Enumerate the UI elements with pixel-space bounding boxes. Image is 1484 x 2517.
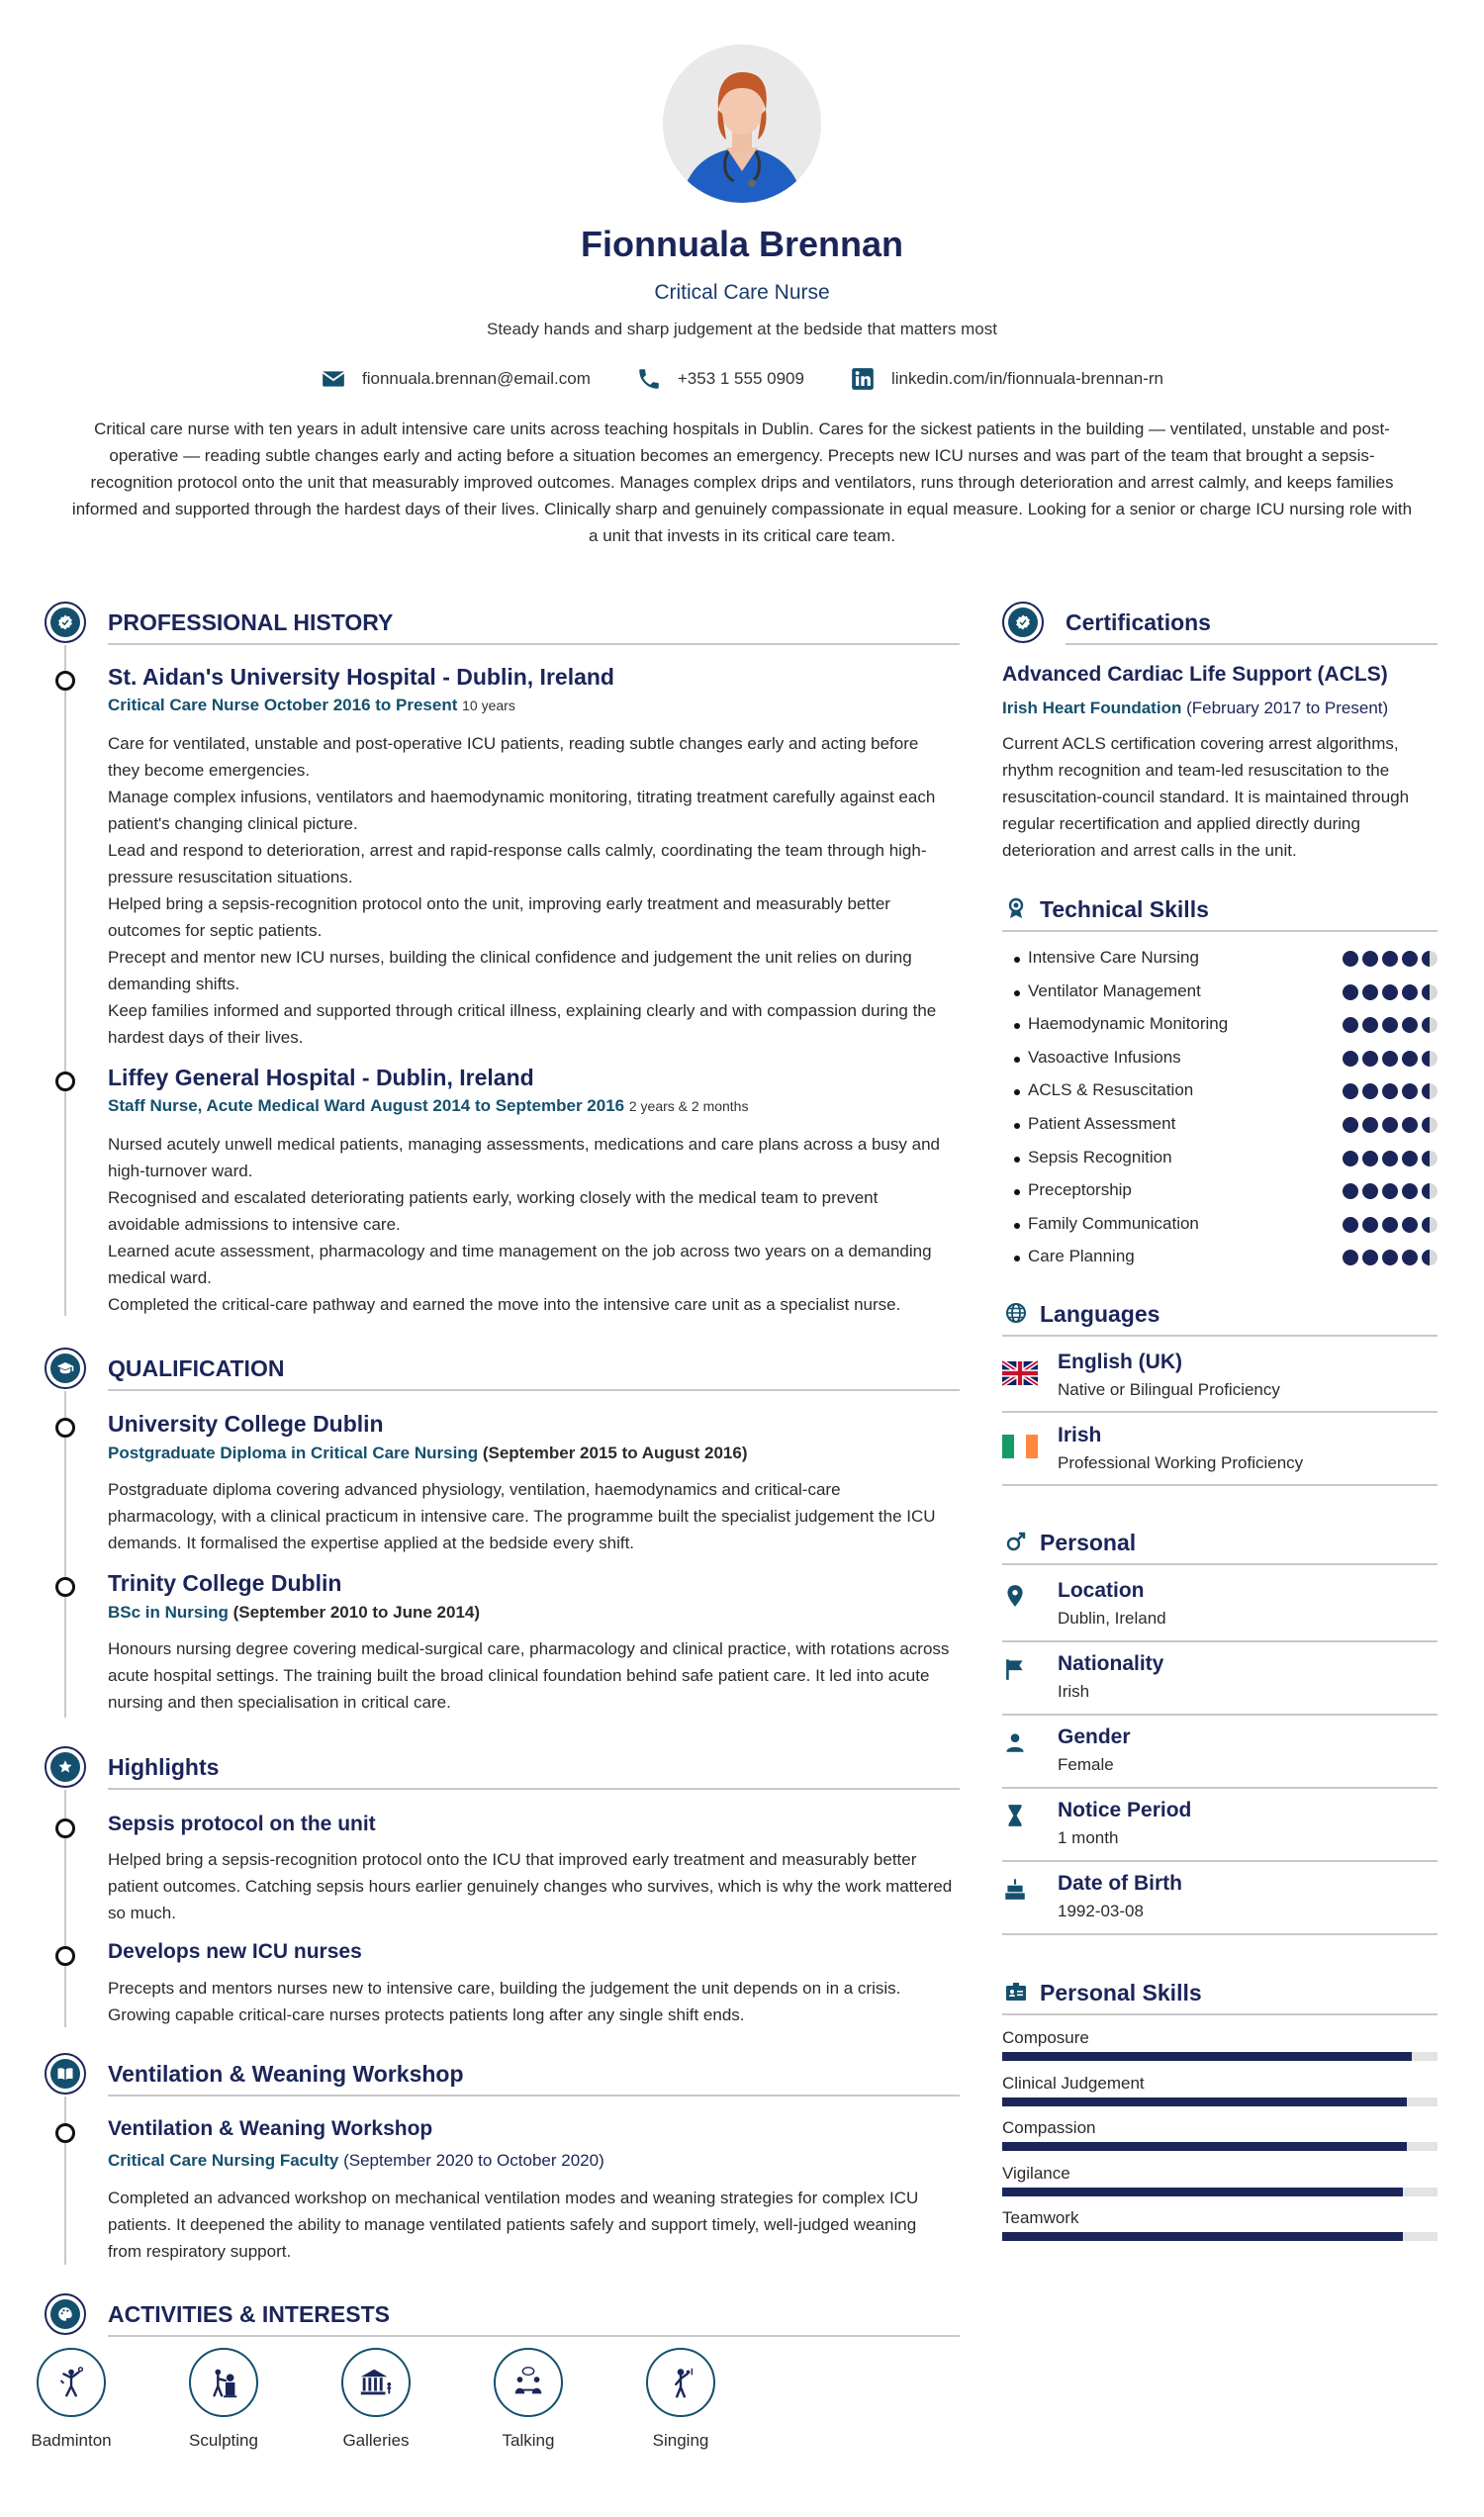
highlight-title: Sepsis protocol on the unit [108, 1813, 376, 1835]
languages-icon [1002, 1299, 1030, 1327]
bullet [1014, 1189, 1020, 1195]
personal-skills-icon [1002, 1978, 1030, 2005]
skill-bar-track [1002, 2232, 1438, 2241]
technical-skill-item [1014, 1214, 1439, 1238]
personal-label: Location [1058, 1579, 1145, 1602]
personal-value: 1 month [1058, 1828, 1119, 1847]
badge-check-icon [1014, 613, 1032, 631]
rating-dot [1422, 1217, 1438, 1233]
technical-skills-section-header [1002, 890, 1438, 932]
languages-title: Languages [1040, 1301, 1160, 1327]
workshop-title: Ventilation & Weaning Workshop [108, 2061, 464, 2087]
bullet [1014, 957, 1020, 963]
skill-bar-track [1002, 2098, 1438, 2106]
technical-skill-item [1014, 948, 1439, 972]
rating-dot [1343, 984, 1358, 1000]
skill-rating [1343, 1183, 1438, 1199]
history-section-icon [45, 602, 86, 643]
flag-icon [1002, 1656, 1028, 1682]
rating-dot [1422, 1017, 1438, 1033]
rating-dot [1362, 1083, 1378, 1099]
certification-name: Advanced Cardiac Life Support (ACLS) [1002, 663, 1388, 686]
interest-label: Galleries [342, 2431, 410, 2450]
rating-dot [1362, 1051, 1378, 1067]
location-pin-icon [1002, 1583, 1028, 1609]
interests-section-header [45, 2293, 960, 2337]
bullet [1014, 990, 1020, 996]
highlights-section-header [45, 1746, 960, 1790]
skill-bar-track [1002, 2188, 1438, 2196]
rating-dot [1422, 1183, 1438, 1199]
degree-description: Honours nursing degree covering medical-surgical care, pharmacology and clinical practice, with rotations across acute hospital settings. The training built the broad clinical foundation behind safe patient care. It led into acute nursing and then specialisation in critical care. [108, 1639, 950, 1712]
personal-skill-item [1002, 2208, 1438, 2252]
profile-summary: Critical care nurse with ten years in adult intensive care units across teaching hospitals in Dublin. Cares for the sickest patients in the building — ventilated, unstable and post-operative — reading subtle changes early and acting before a situation becomes an emergency. Precepts new ICU nurses and was part of the team that brought a sepsis-recognition protocol onto the unit that measurably improved outcomes. Manages complex drips and ventilators, runs through deterioration and arrest calmly, and keeps families informed and supported through the hardest days of their lives. Clinically sharp and genuinely compassionate in equal measure. Looking for a senior or charge ICU nursing role with a unit that invests in its critical care team. [71, 420, 1413, 545]
technical-skill-item [1014, 1014, 1439, 1038]
interest-item [646, 2348, 715, 2451]
certification-issuer: Irish Heart Foundation [1002, 699, 1182, 717]
section-divider [108, 1788, 960, 1790]
rating-dot [1402, 1017, 1418, 1033]
rating-dot [1402, 1083, 1418, 1099]
personal-section-header [1002, 1524, 1438, 1565]
skill-rating [1343, 1151, 1438, 1166]
personal-title: Personal [1040, 1530, 1137, 1555]
job-position: Critical Care Nurse [108, 696, 260, 714]
personal-skills-title: Personal Skills [1040, 1980, 1202, 2005]
skill-rating [1343, 1250, 1438, 1265]
degree-description: Postgraduate diploma covering advanced physiology, ventilation, haemodynamics and critical-care pharmacology, with a clinical practicum in intensive care. The programme built the specialist judgement the ICU demands. It formalised the expertise applied at the bedside every shift. [108, 1480, 936, 1552]
contact-email[interactable] [321, 366, 591, 392]
bullet [1014, 1157, 1020, 1163]
rating-dot [1402, 1217, 1418, 1233]
rating-dot [1402, 1051, 1418, 1067]
cake-icon [1002, 1876, 1028, 1902]
language-name: English (UK) [1058, 1351, 1182, 1373]
rating-dot [1343, 1017, 1358, 1033]
workshop-description: Completed an advanced workshop on mechanical ventilation modes and weaning strategies for complex ICU patients. It deepened the ability to manage ventilated patients safely and support timely, well-judged weaning from respiratory support. [108, 2189, 919, 2261]
certification-description: Current ACLS certification covering arrest algorithms, rhythm recognition and team-led resuscitation to the resuscitation-council standard. It is maintained through regular recertification and applied directly during deterioration and arrest calls in the unit. [1002, 734, 1410, 860]
timeline-line [64, 1391, 66, 1718]
rating-dot [1382, 1017, 1398, 1033]
personal-skill-label: Compassion [1002, 2118, 1096, 2137]
highlight-description: Precepts and mentors nurses new to intensive care, building the judgement the unit depends on in a crisis. Growing capable critical-care nurses protects patients long after any single shift ends. [108, 1979, 901, 2024]
job-position: Staff Nurse, Acute Medical Ward [108, 1096, 366, 1115]
section-divider [108, 2335, 960, 2337]
bullet [1014, 1089, 1020, 1095]
rating-dot [1402, 984, 1418, 1000]
sculpting-icon [205, 2364, 242, 2401]
rating-dot [1382, 1217, 1398, 1233]
skill-rating [1343, 1051, 1438, 1067]
degree-meta [108, 1603, 480, 1623]
personal-icon [1002, 1528, 1030, 1555]
personal-item-location [1002, 1579, 1438, 1652]
interest-label: Singing [652, 2431, 709, 2450]
male-symbol-icon [1004, 1530, 1028, 1553]
museum-icon [357, 2364, 395, 2401]
rating-dot [1362, 951, 1378, 967]
rating-dot [1362, 1151, 1378, 1166]
employer-name: St. Aidan's University Hospital - Dublin, Ireland [108, 664, 614, 690]
skill-bar-fill [1002, 2142, 1407, 2151]
rating-dot [1362, 984, 1378, 1000]
personal-skill-item [1002, 2028, 1438, 2072]
rating-dot [1362, 1117, 1378, 1133]
certification-dates: (February 2017 to Present) [1186, 699, 1389, 717]
timeline-dot [55, 1818, 75, 1838]
interest-label: Sculpting [189, 2431, 258, 2450]
personal-item-notice-period [1002, 1799, 1438, 1872]
rating-dot [1362, 1250, 1378, 1265]
item-divider [1002, 1933, 1438, 1935]
technical-skill-label: Vasoactive Infusions [1028, 1047, 1181, 1067]
skill-bar-track [1002, 2142, 1438, 2151]
skill-rating [1343, 951, 1438, 967]
uk-flag-icon [1002, 1360, 1038, 1386]
personal-skill-label: Teamwork [1002, 2208, 1079, 2227]
technical-skill-item [1014, 1180, 1439, 1204]
rating-dot [1343, 1250, 1358, 1265]
contact-bar [0, 366, 1484, 392]
candidate-name: Fionnuala Brennan [580, 224, 904, 264]
rating-dot [1382, 1250, 1398, 1265]
skill-bar-fill [1002, 2052, 1412, 2061]
singing-icon [662, 2364, 699, 2401]
certifications-title: Certifications [1066, 609, 1211, 635]
employer-name: Liffey General Hospital - Dublin, Ireland [108, 1065, 534, 1090]
id-badge-icon [1004, 1980, 1028, 2004]
language-level: Professional Working Proficiency [1058, 1453, 1304, 1472]
rating-dot [1422, 1083, 1438, 1099]
personal-skill-label: Clinical Judgement [1002, 2073, 1145, 2093]
timeline-dot [55, 671, 75, 691]
personal-value: Irish [1058, 1682, 1090, 1701]
skill-rating [1343, 1117, 1438, 1133]
languages-section-header [1002, 1295, 1438, 1337]
skill-bar-track [1002, 2052, 1438, 2061]
job-description: Care for ventilated, unstable and post-operative ICU patients, reading subtle changes early and acting before they become emergencies. Manage complex infusions, ventilators and haemodynamic monitoring, titrating treatment carefully against each patient's changing clinical picture. Lead and respond to deterioration, arrest and rapid-response calls calmly, coordinating the team through high-pressure resuscitation situations. Helped bring a sepsis-recognition protocol onto the unit, improving early treatment and measurably better outcomes for septic patients. Precept and mentor new ICU nurses, building the clinical confidence and judgement the unit relies on during demanding shifts. Keep families informed and supported through critical illness, explaining clearly and with compassion during the hardest days of their lives. [108, 734, 937, 1047]
rating-dot [1343, 1183, 1358, 1199]
rating-dot [1382, 951, 1398, 967]
section-divider [108, 2095, 960, 2097]
personal-item-date-of-birth [1002, 1872, 1438, 1945]
language-item [1002, 1424, 1438, 1493]
interest-item [494, 2348, 563, 2451]
highlight-title: Develops new ICU nurses [108, 1940, 362, 1963]
interest-label: Badminton [31, 2431, 112, 2450]
language-level: Native or Bilingual Proficiency [1058, 1380, 1280, 1399]
technical-skill-label: Preceptorship [1028, 1180, 1132, 1200]
tagline: Steady hands and sharp judgement at the bedside that matters most [487, 320, 997, 338]
bullet [1014, 1057, 1020, 1063]
interests-list [31, 2348, 715, 2451]
interest-item [341, 2348, 411, 2451]
workshop-dates: (September 2020 to October 2020) [343, 2151, 604, 2170]
rating-dot [1422, 1051, 1438, 1067]
degree-dates: (September 2015 to August 2016) [482, 1444, 748, 1462]
highlight-description: Helped bring a sepsis-recognition protocol onto the ICU that improved early treatment and measurably better patient outcomes. Catching sepsis hours earlier genuinely changes who survives, which is why the work mattered so much. [108, 1850, 953, 1922]
section-divider [1066, 643, 1438, 645]
personal-skill-label: Vigilance [1002, 2163, 1070, 2183]
item-divider [1002, 1714, 1438, 1716]
rating-dot [1422, 1151, 1438, 1166]
personal-item-gender [1002, 1725, 1438, 1799]
award-ribbon-icon [1004, 896, 1028, 920]
rating-dot [1402, 951, 1418, 967]
email-text[interactable]: fionnuala.brennan@email.com [362, 369, 591, 388]
school-name: Trinity College Dublin [108, 1570, 342, 1596]
degree-meta [108, 1444, 748, 1463]
skill-rating [1343, 984, 1438, 1000]
linkedin-text[interactable]: linkedin.com/in/fionnuala-brennan-rn [890, 369, 1163, 388]
technical-skill-label: Sepsis Recognition [1028, 1147, 1172, 1166]
degree-name: Postgraduate Diploma in Critical Care Nursing [108, 1444, 479, 1462]
rating-dot [1343, 1083, 1358, 1099]
personal-skill-label: Composure [1002, 2028, 1089, 2047]
technical-skill-item [1014, 981, 1439, 1005]
skill-bar-fill [1002, 2232, 1403, 2241]
skill-rating [1343, 1017, 1438, 1033]
skill-bar-fill [1002, 2098, 1407, 2106]
profile-photo-icon [663, 45, 821, 203]
section-divider [1002, 930, 1438, 932]
qualification-title: QUALIFICATION [108, 1355, 285, 1381]
rating-dot [1343, 1117, 1358, 1133]
rating-dot [1422, 1250, 1438, 1265]
avatar [663, 45, 821, 203]
rating-dot [1382, 1151, 1398, 1166]
person-icon [1002, 1729, 1028, 1755]
item-divider [1002, 1411, 1438, 1413]
rating-dot [1362, 1217, 1378, 1233]
timeline-dot [55, 1418, 75, 1438]
personal-item-nationality [1002, 1652, 1438, 1725]
rating-dot [1402, 1250, 1418, 1265]
linkedin-icon [850, 366, 876, 392]
interests-title: ACTIVITIES & INTERESTS [108, 2301, 390, 2327]
timeline-line [64, 645, 66, 1316]
technical-skill-item [1014, 1048, 1439, 1072]
job-description: Nursed acutely unwell medical patients, managing assessments, medications and care plans across a busy and high-turnover ward. Recognised and escalated deteriorating patients early, working closely with the medical team to prevent avoidable admissions to intensive care. Learned acute assessment, pharmacology and time management on the job across two years on a demanding medical ward. Completed the critical-care pathway and earned the move into the intensive care unit as a specialist nurse. [108, 1135, 941, 1314]
rating-dot [1362, 1183, 1378, 1199]
globe-icon [1004, 1301, 1028, 1325]
book-icon [56, 2065, 74, 2083]
rating-dot [1343, 1151, 1358, 1166]
rating-dot [1402, 1183, 1418, 1199]
personal-label: Gender [1058, 1725, 1131, 1748]
star-badge-icon [56, 1758, 74, 1776]
highlights-section-icon [45, 1746, 86, 1788]
phone-text[interactable]: +353 1 555 0909 [677, 369, 804, 388]
timeline-line [64, 2097, 66, 2265]
highlights-title: Highlights [108, 1754, 220, 1780]
technical-skill-label: Intensive Care Nursing [1028, 948, 1199, 967]
certifications-section-icon [1002, 602, 1044, 643]
personal-skill-item [1002, 2074, 1438, 2117]
rating-dot [1422, 951, 1438, 967]
timeline-dot [55, 1577, 75, 1597]
school-name: University College Dublin [108, 1411, 384, 1437]
language-name: Irish [1058, 1424, 1102, 1446]
personal-value: Dublin, Ireland [1058, 1609, 1166, 1628]
rating-dot [1402, 1117, 1418, 1133]
personal-label: Nationality [1058, 1652, 1164, 1675]
technical-skill-label: Care Planning [1028, 1247, 1135, 1266]
qualification-section-header [45, 1348, 960, 1391]
job-dates: October 2016 to Present [263, 696, 458, 714]
bullet [1014, 1223, 1020, 1229]
certifications-section-header [1002, 602, 1438, 645]
item-divider [1002, 1860, 1438, 1862]
bullet [1014, 1256, 1020, 1261]
rating-dot [1382, 1117, 1398, 1133]
technical-skill-item [1014, 1114, 1439, 1138]
job-title: Critical Care Nurse [654, 281, 830, 304]
rating-dot [1422, 984, 1438, 1000]
section-divider [108, 1389, 960, 1391]
job-duration: 10 years [462, 698, 515, 713]
item-divider [1002, 1640, 1438, 1642]
interest-item [31, 2348, 112, 2451]
personal-skills-section-header [1002, 1974, 1438, 2015]
rating-dot [1382, 1051, 1398, 1067]
personal-value: Female [1058, 1755, 1114, 1774]
workshop-meta [108, 2151, 604, 2171]
workshop-org: Critical Care Nursing Faculty [108, 2151, 339, 2170]
timeline-dot [55, 1946, 75, 1966]
bullet [1014, 1023, 1020, 1029]
history-title: PROFESSIONAL HISTORY [108, 609, 394, 635]
contact-phone[interactable] [636, 366, 804, 392]
interests-section-icon [45, 2293, 86, 2335]
section-divider [1002, 2013, 1438, 2015]
rating-dot [1382, 1083, 1398, 1099]
technical-skill-item [1014, 1148, 1439, 1171]
technical-skill-label: Haemodynamic Monitoring [1028, 1014, 1229, 1034]
technical-skill-label: Ventilator Management [1028, 980, 1201, 1000]
skill-rating [1343, 1217, 1438, 1233]
timeline-dot [55, 2123, 75, 2143]
personal-label: Notice Period [1058, 1799, 1192, 1821]
section-divider [108, 643, 960, 645]
job-dates: August 2014 to September 2016 [370, 1096, 625, 1115]
timeline-dot [55, 1072, 75, 1091]
interest-label: Talking [502, 2431, 555, 2450]
contact-linkedin[interactable] [850, 366, 1163, 392]
skill-bar-fill [1002, 2188, 1403, 2196]
bullet [1014, 1123, 1020, 1129]
rating-dot [1362, 1017, 1378, 1033]
rating-dot [1382, 1183, 1398, 1199]
email-icon [321, 366, 346, 392]
job-meta [108, 696, 515, 715]
hourglass-icon [1002, 1803, 1028, 1828]
interest-item [189, 2348, 258, 2451]
badminton-icon [52, 2364, 90, 2401]
certification-meta [1002, 699, 1438, 718]
graduation-cap-icon [56, 1359, 74, 1377]
skill-rating [1343, 1083, 1438, 1099]
personal-label: Date of Birth [1058, 1872, 1182, 1895]
language-item [1002, 1351, 1438, 1420]
section-divider [1002, 1335, 1438, 1337]
rating-dot [1343, 1051, 1358, 1067]
personal-skill-item [1002, 2118, 1438, 2162]
ireland-flag-icon [1002, 1434, 1038, 1459]
job-duration: 2 years & 2 months [628, 1098, 749, 1114]
item-divider [1002, 1484, 1438, 1486]
history-section-header [45, 602, 960, 645]
rating-dot [1422, 1117, 1438, 1133]
workshop-item-title: Ventilation & Weaning Workshop [108, 2117, 433, 2140]
badge-check-icon [56, 613, 74, 631]
personal-value: 1992-03-08 [1058, 1902, 1144, 1920]
technical-skill-item [1014, 1080, 1439, 1104]
rating-dot [1343, 951, 1358, 967]
rating-dot [1343, 1217, 1358, 1233]
technical-skill-label: ACLS & Resuscitation [1028, 1080, 1194, 1100]
conversation-icon [510, 2364, 547, 2401]
rating-dot [1402, 1151, 1418, 1166]
workshop-section-header [45, 2053, 960, 2097]
technical-skill-item [1014, 1247, 1439, 1270]
degree-name: BSc in Nursing [108, 1603, 229, 1622]
degree-dates: (September 2010 to June 2014) [232, 1603, 481, 1622]
palette-icon [56, 2305, 74, 2323]
personal-skill-item [1002, 2164, 1438, 2207]
item-divider [1002, 1787, 1438, 1789]
section-divider [1002, 1563, 1438, 1565]
technical-skills-icon [1002, 894, 1030, 922]
technical-skills-title: Technical Skills [1040, 896, 1209, 922]
qualification-section-icon [45, 1348, 86, 1389]
technical-skill-label: Patient Assessment [1028, 1114, 1176, 1133]
technical-skill-label: Family Communication [1028, 1213, 1199, 1233]
rating-dot [1382, 984, 1398, 1000]
job-meta [108, 1096, 748, 1116]
workshop-section-icon [45, 2053, 86, 2095]
phone-icon [636, 366, 662, 392]
